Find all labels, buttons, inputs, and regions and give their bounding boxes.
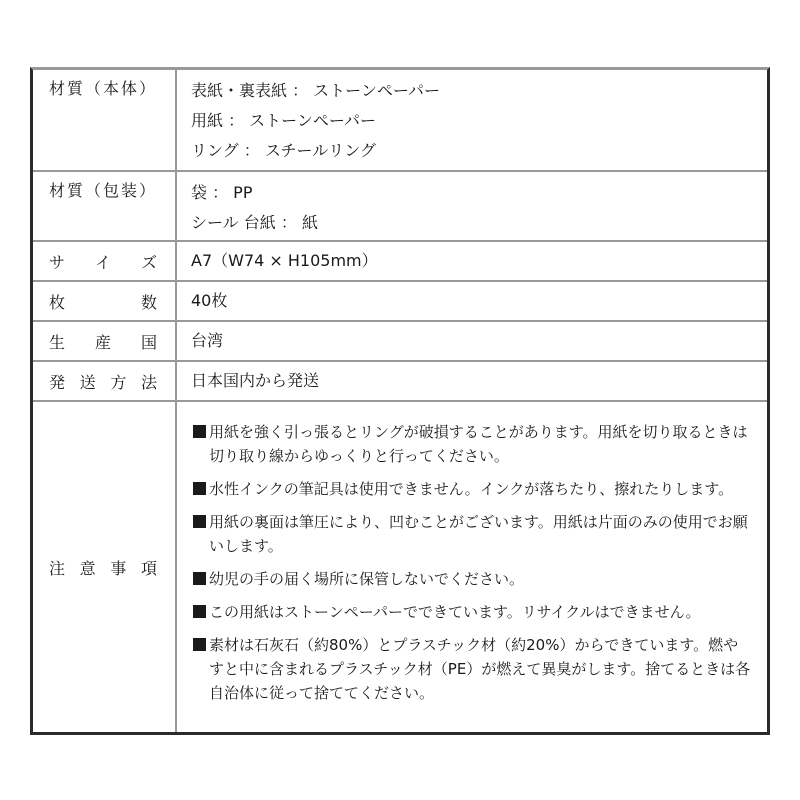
value-line: 日本国内から発送 (191, 371, 320, 390)
label-char: サ (49, 252, 66, 272)
value-line: 袋 ： PP (191, 183, 253, 202)
square-bullet-icon (193, 477, 209, 501)
square-bullet-icon (193, 600, 209, 624)
value-line: シール 台紙 ： 紙 (191, 213, 318, 232)
label-char: ズ (140, 252, 157, 272)
precaution-item (193, 510, 751, 558)
value-cell (177, 172, 767, 240)
label-cell (33, 242, 177, 280)
row-country-of-origin (33, 322, 767, 362)
label-char: 産 (94, 332, 111, 352)
label-char: 意 (79, 558, 96, 578)
row-label: 材質（包装） (49, 181, 158, 200)
precaution-item (193, 567, 751, 591)
label-char: 送 (79, 372, 96, 392)
value-line: 台湾 (191, 331, 224, 350)
value-line: リング ： スチールリング (191, 141, 376, 160)
label-cell (33, 362, 177, 400)
precaution-text: 用紙を強く引っ張るとリングが破損することがあります。用紙を切り取るときは切り取り線からゆっくりと行ってください。 (209, 423, 748, 465)
precaution-text: 用紙の裏面は筆圧により、凹むことがございます。用紙は片面のみの使用でお願いします。 (209, 513, 748, 555)
row-shipping-method (33, 362, 767, 402)
value-line: 40枚 (191, 291, 228, 310)
row-label (49, 290, 157, 313)
label-char: 法 (140, 372, 157, 392)
value-cell (177, 362, 767, 400)
square-bullet-icon (193, 420, 209, 468)
value-line: 表紙・裏表紙 ： ストーンペーパー (191, 81, 441, 100)
square-bullet-icon (193, 567, 209, 591)
label-cell (33, 322, 177, 360)
label-char: 項 (140, 558, 157, 578)
row-material-packaging (33, 172, 767, 242)
value-cell (177, 242, 767, 280)
label-char: 国 (140, 332, 157, 352)
precaution-text: 水性インクの筆記具は使用できません。インクが落ちたり、擦れたりします。 (209, 480, 734, 498)
row-label (49, 556, 157, 579)
row-label (49, 370, 157, 393)
row-material-body (33, 70, 767, 172)
value-line: A7（W74 × H105mm） (191, 251, 378, 270)
precaution-item (193, 477, 751, 501)
value-cell (177, 322, 767, 360)
row-precautions (33, 402, 767, 732)
square-bullet-icon (193, 510, 209, 558)
precaution-item (193, 633, 751, 705)
value-line: 用紙 ： ストーンペーパー (191, 111, 377, 130)
label-char: 生 (49, 332, 66, 352)
label-cell (33, 172, 177, 240)
label-char: 事 (110, 558, 127, 578)
label-cell (33, 282, 177, 320)
label-cell (33, 402, 177, 732)
square-bullet-icon (193, 633, 209, 705)
row-label (49, 250, 157, 273)
label-char: 枚 (49, 292, 66, 312)
label-cell (33, 70, 177, 170)
precaution-text: 素材は石灰石（約80%）とプラスチック材（約20%）からできています。燃やすと中に含まれるプラスチック材（PE）が燃えて異臭がします。捨てるときは各自治体に従って捨ててください。 (209, 636, 751, 702)
label-char: 発 (49, 372, 66, 392)
row-label (49, 330, 157, 353)
value-cell (177, 70, 767, 170)
label-char: 注 (49, 558, 66, 578)
row-sheet-count (33, 282, 767, 322)
value-cell (177, 282, 767, 320)
spec-table (30, 67, 770, 735)
row-size (33, 242, 767, 282)
precaution-item (193, 420, 751, 468)
precaution-text: この用紙はストーンペーパーでできています。リサイクルはできません。 (209, 603, 701, 621)
precaution-item (193, 600, 751, 624)
label-char: 方 (110, 372, 127, 392)
label-char: イ (94, 252, 111, 272)
precautions-list (177, 402, 767, 732)
label-char: 数 (140, 292, 157, 312)
row-label: 材質（本体） (49, 79, 158, 98)
precaution-text: 幼児の手の届く場所に保管しないでください。 (209, 570, 525, 588)
